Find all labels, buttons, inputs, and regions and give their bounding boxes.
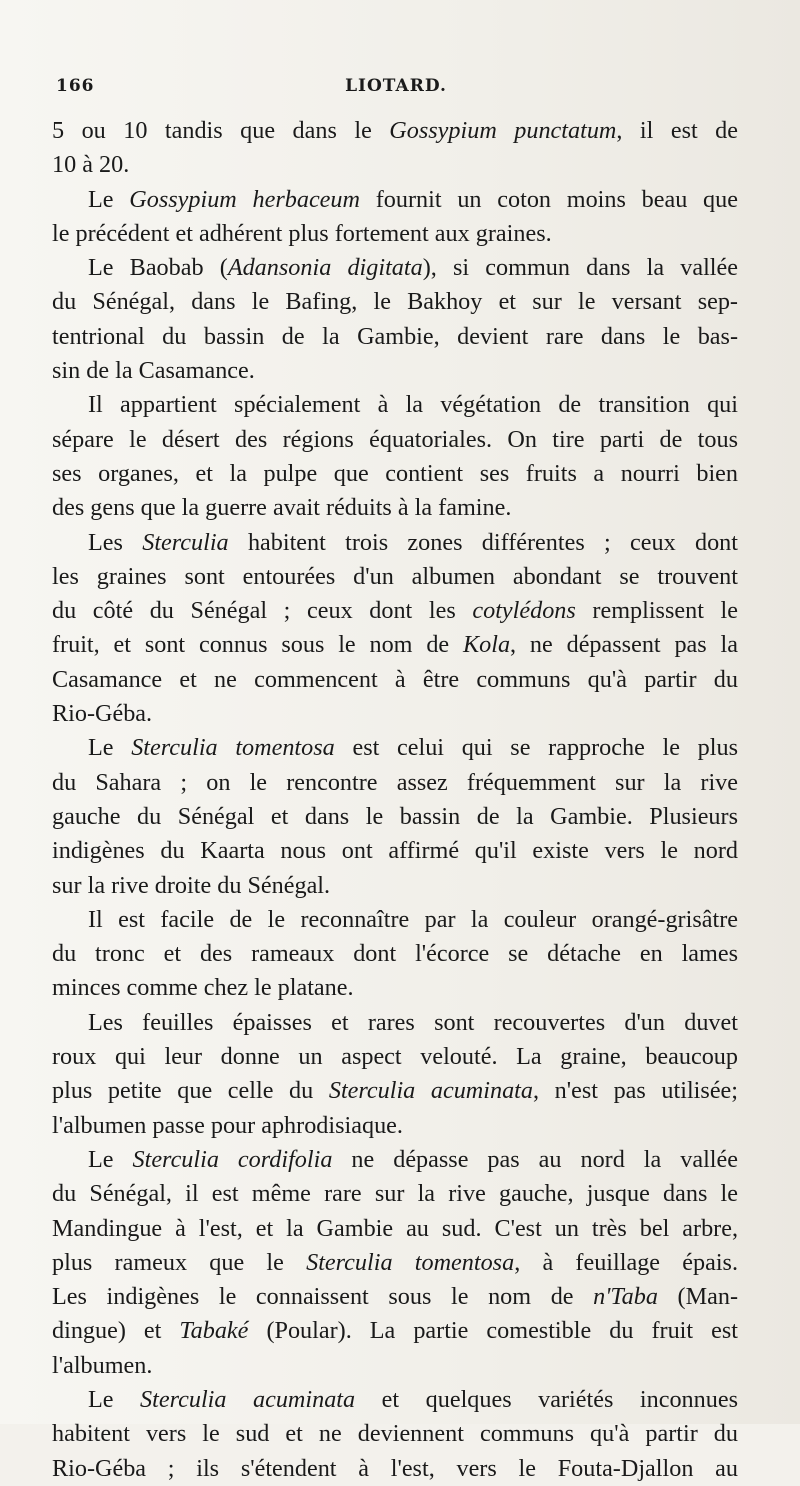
text-segment: Les indigènes le connaissent sous le nom de	[52, 1283, 594, 1311]
text-line	[52, 1452, 738, 1486]
text-line	[52, 869, 738, 903]
text-line	[52, 1143, 738, 1177]
text-line	[52, 628, 738, 662]
text-segment: remplissent le	[575, 597, 739, 625]
text-segment: du côté du Sénégal ; ceux dont les	[52, 597, 473, 625]
text-segment: du Sénégal, dans le Bafing, le Bakhoy et sur le versant sep-	[52, 288, 738, 316]
text-line	[52, 457, 738, 491]
text-line	[52, 491, 738, 525]
text-line	[52, 663, 738, 697]
text-line	[52, 285, 738, 319]
text-segment: 10 à 20.	[52, 151, 130, 179]
text-segment: , il est de	[616, 117, 739, 144]
text-line	[52, 1177, 738, 1211]
italic-text: cotylédons	[472, 597, 576, 625]
text-line	[52, 1280, 738, 1314]
text-segment: Il appartient spécialement à la végétation de transition qui	[88, 391, 738, 419]
text-segment: Le	[88, 1385, 141, 1413]
text-segment: indigènes du Kaarta nous ont affirmé qu'il existe vers le nord	[52, 837, 738, 865]
text-segment: Les feuilles épaisses et rares sont recouvertes d'un duvet	[88, 1008, 738, 1036]
text-line	[52, 114, 738, 148]
text-line	[52, 1074, 738, 1108]
text-segment: du Sénégal, il est même rare sur la rive gauche, jusque dans le	[52, 1180, 738, 1208]
text-segment: et quelques variétés inconnues	[355, 1385, 738, 1413]
italic-text: Sterculia acuminata	[328, 1077, 533, 1105]
text-segment: , ne dépassent pas la	[510, 631, 739, 659]
text-line	[52, 697, 738, 731]
text-line	[52, 1212, 738, 1246]
text-segment: fournit un coton moins beau que	[359, 185, 738, 213]
page-header	[56, 76, 736, 106]
text-line	[52, 937, 738, 971]
text-line	[52, 320, 738, 354]
text-line	[52, 1349, 738, 1383]
text-segment: Rio-Géba ; ils s'étendent à l'est, vers le Fouta-Djallon au	[52, 1454, 738, 1482]
text-segment: fruit, et sont connus sous le nom de	[52, 631, 463, 659]
text-segment: Casamance et ne commencent à être communs qu'à partir du	[52, 665, 738, 693]
text-line	[52, 148, 738, 182]
text-line	[52, 1314, 738, 1348]
text-segment: Le	[88, 185, 130, 213]
text-segment: l'albumen passe pour aphrodisiaque.	[52, 1111, 403, 1139]
text-line	[52, 183, 738, 217]
text-segment: le précédent et adhérent plus fortement aux graines.	[52, 219, 552, 247]
text-segment: Les	[88, 528, 143, 556]
text-segment: habitent vers le sud et ne deviennent communs qu'à partir du	[52, 1420, 738, 1448]
text-segment: dingue) et	[52, 1317, 180, 1345]
italic-text: Sterculia acuminata	[140, 1385, 356, 1413]
text-segment: Le	[88, 734, 132, 762]
text-line	[52, 354, 738, 388]
text-segment: Rio-Géba.	[52, 700, 153, 728]
text-line	[52, 1417, 738, 1451]
text-segment: Mandingue à l'est, et la Gambie au sud. C'est un très bel arbre,	[52, 1214, 738, 1242]
text-line	[52, 1040, 738, 1074]
text-segment: 5 ou 10 tandis que dans le	[52, 117, 390, 144]
text-segment: , n'est pas utilisée;	[533, 1077, 739, 1105]
text-line	[52, 766, 738, 800]
text-line	[52, 560, 738, 594]
italic-text: Sterculia tomentosa	[131, 734, 335, 762]
text-line	[52, 1383, 738, 1417]
text-segment: ne dépasse pas au nord la vallée	[332, 1145, 738, 1173]
italic-text: Gossypium herbaceum	[129, 185, 360, 213]
text-segment: du Sahara ; on le rencontre assez fréquemment sur la rive	[52, 768, 738, 796]
text-segment: sur la rive droite du Sénégal.	[52, 871, 331, 899]
italic-text: Sterculia tomentosa	[306, 1248, 515, 1276]
text-segment: ses organes, et la pulpe que contient ses fruits a nourri bien	[52, 459, 738, 487]
text-segment: sépare le désert des régions équatoriales. On tire parti de tous	[52, 425, 738, 453]
text-segment: plus petite que celle du	[52, 1077, 329, 1105]
text-line	[52, 834, 738, 868]
text-segment: l'albumen.	[52, 1351, 153, 1379]
text-segment: est celui qui se rapproche le plus	[334, 734, 738, 762]
text-segment: gauche du Sénégal et dans le bassin de la Gambie. Plusieurs	[52, 802, 738, 830]
text-segment: des gens que la guerre avait réduits à la famine.	[52, 494, 512, 522]
page-number: 166	[56, 76, 95, 96]
text-line	[52, 217, 738, 251]
text-line	[52, 731, 738, 765]
italic-text: Kola	[463, 631, 511, 659]
italic-text: Gossypium punctatum	[389, 117, 617, 144]
text-segment: minces comme chez le platane.	[52, 974, 354, 1002]
italic-text: Sterculia cordifolia	[132, 1145, 333, 1173]
italic-text: Sterculia	[142, 528, 229, 556]
text-segment: les graines sont entourées d'un albumen abondant se trouvent	[52, 562, 738, 590]
text-segment: Le Baobab (	[88, 254, 228, 282]
text-line	[52, 971, 738, 1005]
text-segment: sin de la Casamance.	[52, 357, 255, 385]
text-segment: habitent trois zones différentes ; ceux dont	[228, 528, 738, 556]
text-line	[52, 388, 738, 422]
text-line	[52, 251, 738, 285]
text-line	[52, 903, 738, 937]
running-head: LIOTARD.	[345, 76, 447, 96]
text-segment: plus rameux que le	[52, 1248, 307, 1276]
text-line	[52, 1109, 738, 1143]
text-line	[52, 1246, 738, 1280]
text-line	[52, 594, 738, 628]
text-line	[52, 800, 738, 834]
text-segment: roux qui leur donne un aspect velouté. La graine, beaucoup	[52, 1043, 738, 1071]
text-segment: Il est facile de le reconnaître par la couleur orangé-grisâtre	[88, 905, 738, 933]
italic-text: Tabaké	[179, 1317, 249, 1345]
text-segment: Le	[88, 1145, 133, 1173]
text-segment: (Poular). La partie comestible du fruit est	[248, 1317, 739, 1345]
text-segment: (Man-	[657, 1283, 738, 1311]
text-line	[52, 526, 738, 560]
text-line	[52, 1006, 738, 1040]
italic-text: n'Taba	[593, 1283, 658, 1311]
body-text	[52, 114, 738, 1486]
text-segment: tentrional du bassin de la Gambie, devient rare dans le bas-	[52, 322, 738, 350]
text-line	[52, 423, 738, 457]
text-segment: ), si commun dans la vallée	[422, 254, 738, 282]
text-segment: du tronc et des rameaux dont l'écorce se détache en lames	[52, 940, 738, 968]
italic-text: Adansonia digitata	[227, 254, 423, 282]
text-segment: , à feuillage épais.	[514, 1248, 739, 1276]
